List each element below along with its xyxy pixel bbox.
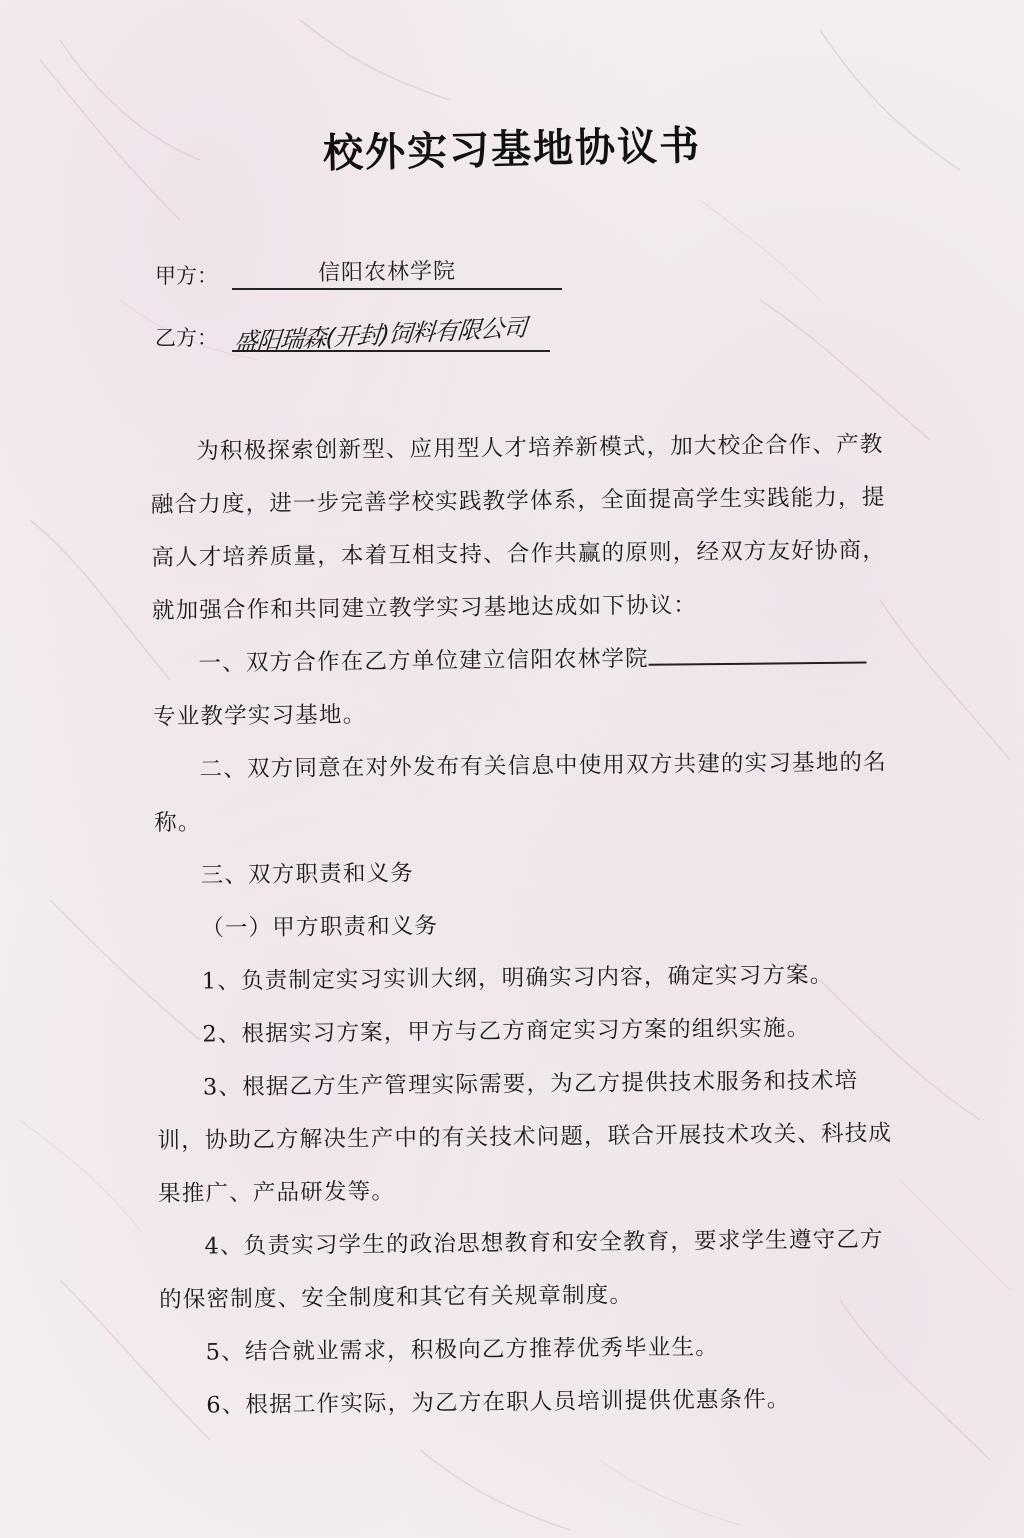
duty-item-1: 1、负责制定实习实训大纲，明确实习内容，确定实习方案。 bbox=[201, 961, 834, 995]
party-b-field bbox=[232, 313, 550, 357]
clause-3-heading: 三、双方职责和义务 bbox=[200, 860, 415, 889]
party-a-field bbox=[232, 258, 562, 290]
party-a-row bbox=[155, 258, 562, 290]
clause-1-continued: 专业教学实习基地。 bbox=[152, 701, 367, 730]
duty-item-6: 6、根据工作实际，为乙方在职人员培训提供优惠条件。 bbox=[206, 1386, 791, 1419]
clause-2: 二、双方同意在对外发布有关信息中使用双方共建的实习基地的名称。 bbox=[154, 749, 888, 836]
duty-item-2: 2、根据实习方案，甲方与乙方商定实习方案的组织实施。 bbox=[202, 1015, 811, 1048]
document-title: 校外实习基地协议书 bbox=[322, 123, 702, 177]
party-a-value: 信阳农林学院 bbox=[317, 259, 457, 286]
major-blank-line bbox=[649, 640, 867, 666]
party-b-handwritten-value: 盛阳瑞森(开封)饲料有限公司 bbox=[232, 313, 528, 357]
duty-item-3: 3、根据乙方生产管理实际需要，为乙方提供技术服务和技术培训，协助乙方解决生产中的有关技术问题，联合开展技术攻关、科技成果推广、产品研发等。 bbox=[157, 1067, 893, 1207]
clause-1-text: 一、双方合作在乙方单位建立信阳农林学院 bbox=[198, 645, 649, 677]
duty-item-5: 5、结合就业需求，积极向乙方推荐优秀毕业生。 bbox=[205, 1334, 720, 1366]
clause-1 bbox=[152, 630, 893, 691]
intro-paragraph: 为积极探索创新型、应用型人才培养新模式，加大校企合作、产教融合力度，进一步完善学校实践教学体系，全面提高学生实践能力，提高人才培养质量，本着互相支持、合作共赢的原则，经双方友好协商，就加强合作和共同建立教学实习基地达成如下协议： bbox=[150, 431, 887, 624]
duty-item-4: 4、负责实习学生的政治思想教育和安全教育，要求学生遵守乙方的保密制度、安全制度和其它有关规章制度。 bbox=[159, 1226, 884, 1313]
party-b-row bbox=[155, 313, 550, 357]
party-a-label: 甲方： bbox=[155, 264, 218, 288]
party-a-duties-heading: （一）甲方职责和义务 bbox=[201, 913, 439, 942]
party-b-label: 乙方： bbox=[155, 326, 218, 350]
agreement-body bbox=[150, 418, 901, 1433]
